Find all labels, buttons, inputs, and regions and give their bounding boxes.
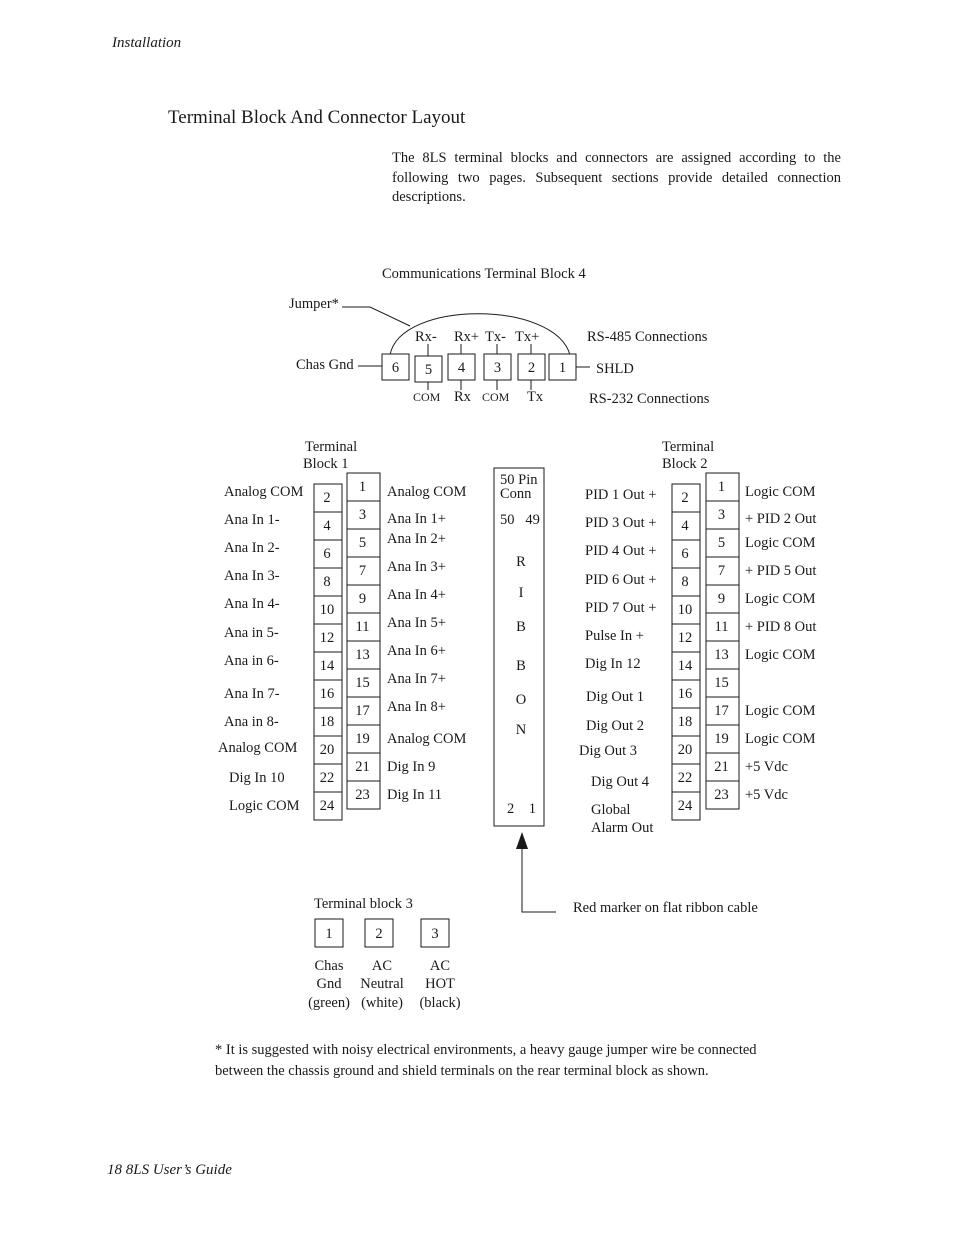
tb2-pin-number: 11 — [714, 619, 729, 635]
tb1-pin-8 — [314, 568, 342, 596]
tb2-pin-16 — [672, 680, 700, 708]
tb2-pin-number: 24 — [677, 798, 693, 814]
tb3-label: Gnd — [316, 976, 342, 992]
ribbon-title-line2: Conn — [500, 486, 532, 502]
tb2-pin-9 — [706, 585, 739, 613]
tb3-label: (green) — [308, 995, 350, 1011]
tb1-pin-19 — [347, 725, 380, 753]
tb2-pin-number: 14 — [677, 658, 693, 674]
tb2-left-label: Dig Out 3 — [579, 743, 637, 759]
tb2-pin-number: 1 — [717, 479, 726, 495]
rs485-label-rx-plus: Rx+ — [454, 329, 480, 345]
tb2-left-labels — [579, 487, 656, 836]
tb2-pin-number: 19 — [714, 731, 729, 747]
marker-label: Red marker on flat ribbon cable — [573, 900, 758, 916]
tb1-left-label: Ana In 3- — [224, 568, 280, 584]
rs485-label-tx-plus: Tx+ — [515, 329, 540, 345]
tb2-pin-22 — [672, 764, 700, 792]
tb1-pin-18 — [314, 708, 342, 736]
tb1-pin-7 — [347, 557, 380, 585]
tb2-pin-3 — [706, 501, 739, 529]
ribbon-letter: R — [516, 554, 526, 570]
tb2-pin-number: 18 — [677, 714, 693, 730]
tb2-pin-2 — [672, 484, 700, 512]
tb2-right-label: Logic COM — [745, 731, 816, 747]
tb2-pin-5 — [706, 529, 739, 557]
tb1-left-label: Analog COM — [218, 740, 298, 756]
tb2-pin-number: 17 — [714, 703, 729, 719]
tb1-pin-9 — [347, 585, 380, 613]
rs485-label-tx-minus: Tx- — [485, 329, 506, 345]
tb2-pin-number: 15 — [714, 675, 729, 691]
tb1-pin-13 — [347, 641, 380, 669]
jumper-leader — [342, 307, 410, 326]
tb1-pin-number: 14 — [319, 658, 335, 674]
tb3-label: AC — [371, 958, 393, 974]
rs485-title: RS-485 Connections — [587, 329, 708, 345]
tb2-left-label: Pulse In + — [585, 628, 644, 644]
rs232-label-rx: Rx — [454, 389, 471, 405]
tb1-right-label: Ana In 5+ — [387, 615, 446, 631]
tb3-label: HOT — [425, 976, 455, 992]
tb1-pin-number: 13 — [355, 647, 370, 663]
ribbon-bottom-pins: 2 1 — [507, 801, 536, 817]
svg-text:5: 5 — [424, 362, 433, 378]
tb2-left-label: PID 3 Out + — [585, 515, 657, 531]
shld-label: SHLD — [596, 361, 634, 377]
svg-text:3: 3 — [493, 360, 502, 376]
tb1-pin-number: 15 — [355, 675, 370, 691]
tb1-pin-14 — [314, 652, 342, 680]
tb2-left-label: Dig Out 4 — [591, 774, 649, 790]
comm-pin-3 — [484, 354, 511, 380]
tb1-pin-number: 4 — [323, 518, 331, 534]
tb2-pin-number: 2 — [681, 490, 689, 506]
tb1-pin-number: 6 — [323, 546, 331, 562]
svg-text:4: 4 — [457, 360, 466, 376]
tb1-pin-number: 2 — [323, 490, 331, 506]
rs232-label-com-1: COM — [413, 390, 441, 404]
tb2-pin-20 — [672, 736, 700, 764]
chas-gnd-label: Chas Gnd — [296, 357, 354, 373]
tb1-right-label: Dig In 9 — [387, 759, 436, 775]
tb2-pin-14 — [672, 652, 700, 680]
tb1-pin-4 — [314, 512, 342, 540]
tb1-pin-1 — [347, 473, 380, 501]
tb1-pin-15 — [347, 669, 380, 697]
tb2-pin-number: 21 — [714, 759, 729, 775]
tb1-right-label: Ana In 7+ — [387, 671, 446, 687]
tb1-pin-5 — [347, 529, 380, 557]
comm-pin-5 — [415, 356, 442, 382]
tb1-pin-number: 3 — [358, 507, 367, 523]
tb1-left-label: Ana in 5- — [224, 625, 279, 641]
tb2-pin-number: 16 — [677, 686, 693, 702]
tb2-pin-number: 3 — [717, 507, 726, 523]
tb1-pin-number: 22 — [319, 770, 335, 786]
tb2-title-line1: Terminal — [662, 439, 715, 455]
tb2-right-label: Logic COM — [745, 647, 816, 663]
ribbon-letter: B — [516, 658, 526, 674]
page-footer: 18 8LS User’s Guide — [107, 1162, 232, 1178]
tb1-left-label: Logic COM — [229, 798, 300, 814]
comm-pin-4 — [448, 354, 475, 380]
tb1-pin-number: 23 — [355, 787, 370, 803]
tb1-right-label: Ana In 8+ — [387, 699, 446, 715]
tb2-left-label: Global — [591, 802, 631, 818]
svg-text:6: 6 — [391, 360, 400, 376]
tb2-pin-number: 5 — [717, 535, 726, 551]
tb3-pin-number: 3 — [431, 926, 439, 942]
tb3-pin-2 — [365, 919, 393, 947]
tb2-pin-17 — [706, 697, 739, 725]
tb2-right-label: +5 Vdc — [745, 759, 788, 775]
tb3-pin-number: 2 — [375, 926, 383, 942]
tb1-pin-number: 7 — [358, 563, 367, 579]
tb1-title-line2: Block 1 — [303, 456, 349, 472]
tb2-pin-12 — [672, 624, 700, 652]
tb3-pin-1 — [315, 919, 343, 947]
tb1-right-label: Ana In 4+ — [387, 587, 446, 603]
tb2-pin-8 — [672, 568, 700, 596]
tb2-pin-number: 10 — [677, 602, 693, 618]
tb1-left-label: Analog COM — [224, 484, 304, 500]
tb2-pin-1 — [706, 473, 739, 501]
tb1-right-label: Ana In 6+ — [387, 643, 446, 659]
svg-text:1: 1 — [558, 360, 567, 376]
tb2-title-line2: Block 2 — [662, 456, 708, 472]
tb2-pin-number: 12 — [677, 630, 693, 646]
ribbon-letter: B — [516, 619, 526, 635]
tb1-left-label: Ana In 4- — [224, 596, 280, 612]
ribbon-title-line1: 50 Pin — [500, 472, 538, 488]
tb1-pin-2 — [314, 484, 342, 512]
tb2-pin-number: 7 — [717, 563, 726, 579]
comm-block-title: Communications Terminal Block 4 — [382, 266, 586, 282]
tb3-pin-number: 1 — [325, 926, 333, 942]
ribbon-letter: O — [515, 692, 527, 708]
tb2-right-label: + PID 8 Out — [745, 619, 817, 635]
comm-pin-wires — [428, 344, 531, 390]
tb2-left-label: PID 1 Out + — [585, 487, 657, 503]
tb1-right-label: Ana In 3+ — [387, 559, 446, 575]
tb1-pin-3 — [347, 501, 380, 529]
tb2-pin-6 — [672, 540, 700, 568]
tb1-left-label: Ana In 2- — [224, 540, 280, 556]
ribbon-top-pins: 50 49 — [500, 512, 540, 528]
tb1-pin-24 — [314, 792, 342, 820]
tb2-left-label: Dig Out 2 — [586, 718, 644, 734]
tb1-pin-12 — [314, 624, 342, 652]
running-header: Installation — [112, 35, 182, 51]
tb2-pin-4 — [672, 512, 700, 540]
tb2-pin-18 — [672, 708, 700, 736]
tb2-right-label: Logic COM — [745, 484, 816, 500]
tb1-pin-17 — [347, 697, 380, 725]
rs485-label-rx-minus: Rx- — [415, 329, 437, 345]
rs232-label-tx: Tx — [527, 389, 544, 405]
tb3-pin-3 — [421, 919, 449, 947]
tb2-right-label: Logic COM — [745, 591, 816, 607]
tb2-left-label: PID 7 Out + — [585, 600, 657, 616]
tb3-label: (black) — [419, 995, 461, 1011]
tb1-right-labels — [387, 484, 466, 803]
comm-pin-2 — [518, 354, 545, 380]
tb1-title-line1: Terminal — [305, 439, 358, 455]
tb2-pin-number: 23 — [714, 787, 729, 803]
tb1-pin-number: 9 — [358, 591, 367, 607]
tb3-label: Chas — [314, 958, 344, 974]
tb2-pin-10 — [672, 596, 700, 624]
tb1-pin-number: 10 — [319, 602, 335, 618]
tb1-pin-number: 16 — [319, 686, 335, 702]
tb2-right-label: + PID 2 Out — [745, 511, 817, 527]
tb2-pin-15 — [706, 669, 739, 697]
tb2-right-label: + PID 5 Out — [745, 563, 817, 579]
tb2-pin-7 — [706, 557, 739, 585]
tb1-pin-number: 18 — [319, 714, 335, 730]
rs232-label-com-2: COM — [482, 390, 510, 404]
tb3-title: Terminal block 3 — [314, 896, 413, 912]
tb2-right-label: +5 Vdc — [745, 787, 788, 803]
tb2-pin-number: 20 — [677, 742, 693, 758]
tb1-left-labels — [218, 484, 303, 814]
tb1-pin-number: 11 — [355, 619, 370, 635]
jumper-label: Jumper* — [289, 296, 339, 312]
tb2-pin-11 — [706, 613, 739, 641]
tb1-right-label: Dig In 11 — [387, 787, 443, 803]
tb2-right-labels — [745, 484, 816, 803]
tb1-right-label: Ana In 1+ — [387, 511, 446, 527]
tb3-label: (white) — [361, 995, 403, 1011]
tb1-right-label: Analog COM — [387, 731, 467, 747]
tb2-left-label: Alarm Out — [591, 820, 654, 836]
tb2-even-column — [672, 484, 700, 820]
tb2-right-label: Logic COM — [745, 703, 816, 719]
tb2-left-label: PID 4 Out + — [585, 543, 657, 559]
tb2-pin-number: 13 — [714, 647, 729, 663]
tb2-pin-number: 6 — [681, 546, 689, 562]
tb2-pin-24 — [672, 792, 700, 820]
tb3-pins — [308, 919, 461, 1011]
comm-pin-1 — [549, 354, 576, 380]
tb3-label: Neutral — [360, 976, 404, 992]
tb1-pin-16 — [314, 680, 342, 708]
tb1-left-label: Ana in 8- — [224, 714, 279, 730]
tb1-odd-column — [347, 473, 380, 809]
tb1-pin-20 — [314, 736, 342, 764]
ribbon-letter: N — [515, 722, 527, 738]
tb3-label: AC — [429, 958, 451, 974]
tb1-pin-number: 1 — [358, 479, 367, 495]
tb2-left-label: Dig Out 1 — [586, 689, 644, 705]
section-title: Terminal Block And Connector Layout — [168, 107, 466, 128]
tb2-pin-number: 22 — [677, 770, 693, 786]
tb1-pin-22 — [314, 764, 342, 792]
tb2-pin-21 — [706, 753, 739, 781]
tb1-even-column — [314, 484, 342, 820]
tb1-pin-number: 24 — [319, 798, 335, 814]
tb2-pin-19 — [706, 725, 739, 753]
tb2-left-label: PID 6 Out + — [585, 572, 657, 588]
tb2-pin-number: 8 — [681, 574, 689, 590]
tb2-pin-number: 9 — [717, 591, 726, 607]
tb2-odd-column — [706, 473, 739, 809]
tb2-left-label: Dig In 12 — [585, 656, 641, 672]
tb1-pin-number: 12 — [319, 630, 335, 646]
marker-leader — [522, 848, 556, 912]
tb1-pin-number: 8 — [323, 574, 331, 590]
tb1-pin-number: 19 — [355, 731, 370, 747]
tb1-left-label: Dig In 10 — [229, 770, 285, 786]
tb2-pin-23 — [706, 781, 739, 809]
tb1-pin-21 — [347, 753, 380, 781]
tb1-pin-number: 5 — [358, 535, 367, 551]
tb1-pin-6 — [314, 540, 342, 568]
tb2-right-label: Logic COM — [745, 535, 816, 551]
tb1-left-label: Ana In 7- — [224, 686, 280, 702]
tb1-pin-number: 17 — [355, 703, 370, 719]
tb1-right-label: Analog COM — [387, 484, 467, 500]
marker-arrow — [516, 832, 528, 849]
tb1-pin-number: 20 — [319, 742, 335, 758]
tb1-pin-number: 21 — [355, 759, 370, 775]
tb1-pin-10 — [314, 596, 342, 624]
tb1-left-label: Ana in 6- — [224, 653, 279, 669]
comm-pin-6 — [382, 354, 409, 380]
rs232-title: RS-232 Connections — [589, 391, 710, 407]
tb2-pin-number: 4 — [681, 518, 689, 534]
svg-text:2: 2 — [527, 360, 536, 376]
tb1-pin-11 — [347, 613, 380, 641]
footnote: * It is suggested with noisy electrical environments, a heavy gauge jumper wire be connected between the chassis ground and shield terminals on the rear terminal block as shown. — [215, 1042, 757, 1079]
intro-paragraph: The 8LS terminal blocks and connectors are assigned according to the following two pages. Subsequent sections provide detailed connection descriptions. — [392, 150, 841, 205]
tb2-pin-13 — [706, 641, 739, 669]
tb1-left-label: Ana In 1- — [224, 512, 280, 528]
tb1-right-label: Ana In 2+ — [387, 531, 446, 547]
tb1-pin-23 — [347, 781, 380, 809]
ribbon-letter: I — [518, 585, 524, 601]
